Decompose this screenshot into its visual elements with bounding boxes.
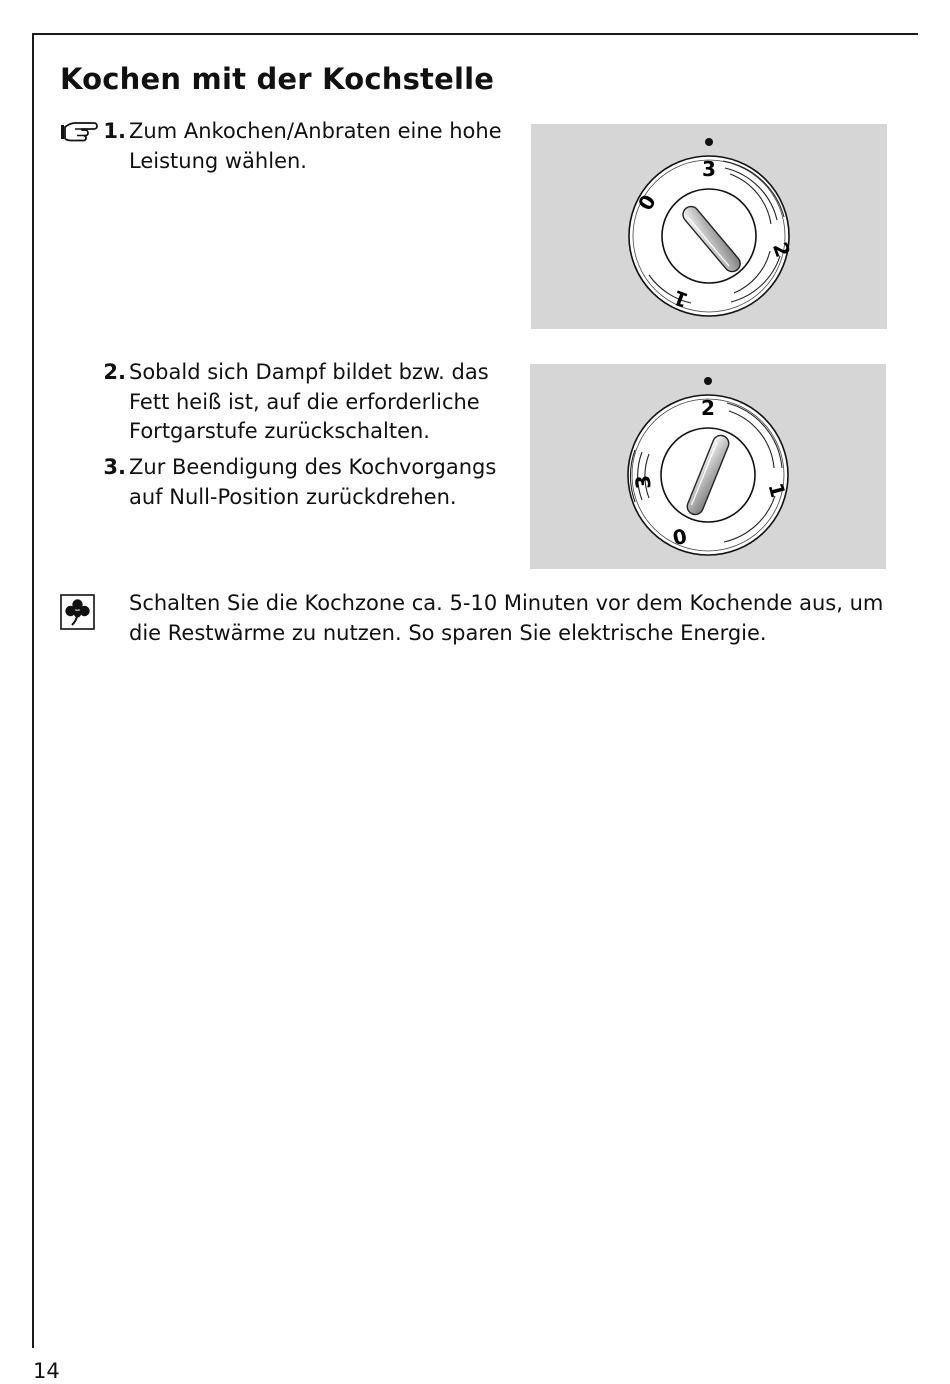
knob-dial-figure (530, 364, 886, 569)
position-marker-dot (705, 138, 713, 146)
step-text (129, 358, 489, 447)
step-number: 3. (103, 455, 126, 479)
dial-label-1: 1 (670, 285, 692, 313)
page-number: 14 (33, 1359, 60, 1383)
step-text-line: Zur Beendigung des Kochvorgangs (129, 455, 497, 479)
left-rule (32, 33, 34, 1348)
step-text-line: Sobald sich Dampf bildet bzw. das (129, 360, 489, 384)
step-text (129, 117, 502, 176)
knob-dial-figure (531, 124, 887, 329)
dial-label-2: 2 (767, 238, 796, 261)
knob-illustration-high (531, 124, 887, 329)
dial-label-2: 2 (701, 396, 715, 420)
step-number: 2. (103, 360, 126, 384)
step-number: 1. (103, 119, 126, 143)
energy-saving-tip (129, 589, 909, 648)
step-text-line: Leistung wählen. (129, 148, 307, 173)
page-title: Kochen mit der Kochstelle (60, 62, 495, 96)
position-marker-dot (704, 377, 712, 385)
dial-label-1: 1 (763, 480, 791, 501)
pointing-hand-icon (60, 120, 98, 142)
step-text-line: Fett heiß ist, auf die erforderliche (129, 389, 480, 414)
step-3 (100, 453, 520, 513)
knob-illustration-low (530, 364, 886, 569)
step-text-line: Fortgarstufe zurückschalten. (129, 419, 430, 443)
dial-label-0: 0 (633, 190, 661, 215)
step-1 (100, 117, 520, 177)
tip-text-line: die Restwärme zu nutzen. So sparen Sie elektrische Energie. (129, 620, 767, 645)
step-2 (100, 358, 520, 448)
top-rule (33, 33, 918, 35)
tip-text-line: Schalten Sie die Kochzone ca. 5-10 Minuten vor dem Kochende aus, um (129, 591, 884, 615)
step-text-line: auf Null-Position zurückdrehen. (129, 484, 457, 509)
dial-label-0: 0 (670, 523, 689, 551)
step-text-line: Zum Ankochen/Anbraten eine hohe (129, 119, 502, 143)
dial-label-3: 3 (630, 474, 656, 490)
step-text (129, 453, 496, 512)
cloverleaf-icon (60, 594, 95, 630)
dial-label-3: 3 (702, 157, 716, 181)
